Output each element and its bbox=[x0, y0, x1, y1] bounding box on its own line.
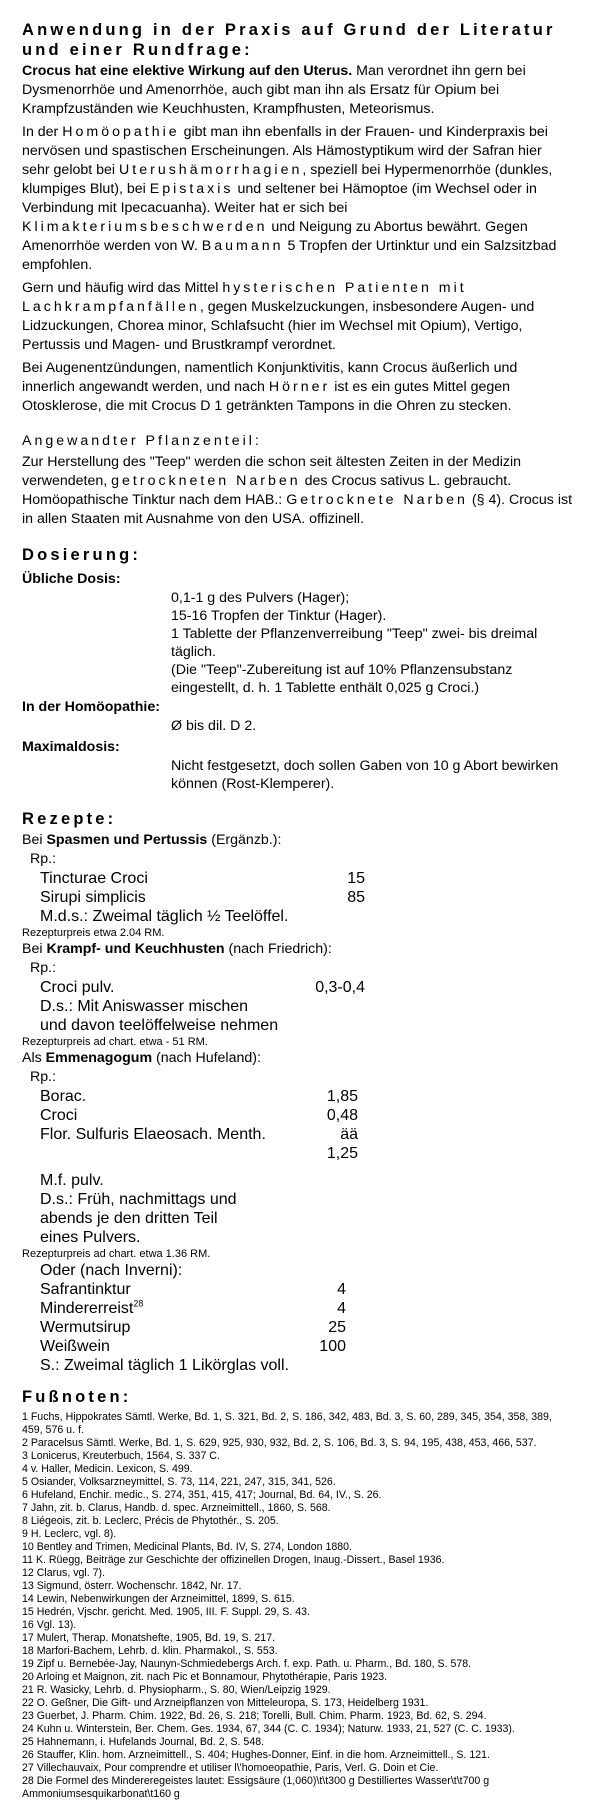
footnote-item: 13 Sigmund, österr. Wochenschr. 1842, Nr. 17. bbox=[22, 1580, 242, 1592]
footnote-item: 19 Zipf u. Bernebée-Jay, Naunyn-Schmiedebergs Arch. f. exp. Path. u. Pharm., Bd. 180, S. 578. bbox=[22, 1658, 472, 1670]
paragraph-hysterisch bbox=[22, 279, 573, 355]
recipe-title-emmenagogum bbox=[22, 1049, 573, 1068]
text-run: Bei bbox=[22, 832, 47, 848]
footnote-item: 21 R. Wasicky, Lehrb. d. Physiopharm., S. 80, Wien/Leipzig 1929. bbox=[22, 1684, 331, 1696]
dose-line: 0,1-1 g des Pulvers (Hager); bbox=[171, 590, 350, 606]
text-run: (§ 4). Crocus ist in allen Staaten mit Ausnahme von den USA. offizinell. bbox=[22, 492, 573, 527]
footnote-item: 5 Osiander, Volksarzneymittel, S. 73, 114, 221, 247, 315, 341, 526. bbox=[22, 1476, 336, 1488]
ingredient-name: Flor. Sulfuris Elaeosach. Menth. bbox=[40, 1126, 266, 1143]
recipe-price: Rezepturpreis etwa 2.04 RM. bbox=[22, 927, 165, 939]
footnote-item: 28 Die Formel des Mindereregeistes lautet: Essigsäure (1,060)\t\t300 g Destilliertes Wasser\t\t700 g Ammoniumsesquikarbonat\t160 g bbox=[22, 1775, 490, 1800]
footnote-ref[interactable]: 28 bbox=[133, 1298, 144, 1309]
footnote-item: 17 Mulert, Therap. Monatshefte, 1905, Bd. 19, S. 217. bbox=[22, 1632, 276, 1644]
footnote-item: 10 Bentley and Trimen, Medicinal Plants, Bd. IV, S. 274, London 1880. bbox=[22, 1541, 352, 1553]
ingredient-name bbox=[40, 1299, 143, 1318]
recipe-ingredient-row bbox=[40, 1299, 573, 1318]
footnote-item: 20 Arloing et Maignon, zit. nach Pic et Bonnamour, Phytothérapie, Paris 1923. bbox=[22, 1671, 388, 1683]
recipe-ingredient-row bbox=[40, 1106, 573, 1125]
label-homoeopathie: In der Homöopathie: bbox=[22, 699, 160, 715]
spaced-term: Getrocknete Narben bbox=[286, 492, 468, 508]
text-run: ist es ein gutes Mittel gegen Otosklerose, die mit Crocus D 1 getränkten Tampons in die Ohren zu stecken. bbox=[22, 379, 512, 414]
text-run: , gegen Muskelzuckungen, insbesondere Augen- und Lidzuckungen, Chorea minor, Schlafsucht (hier im Wechsel mit Opium), Vertigo, Pertussis und Magen- und Brustkrampf verordnet. bbox=[22, 299, 535, 353]
ingredient-amount: 85 bbox=[347, 889, 365, 906]
dose-line: 15-16 Tropfen der Tinktur (Hager). bbox=[171, 608, 387, 624]
footnote-item: 18 Marfori-Bachem, Lehrb. d. klin. Pharmakol., S. 553. bbox=[22, 1645, 278, 1657]
recipe-indication: Emmenagogum bbox=[45, 1050, 153, 1066]
text-run: des Crocus sativus L. gebraucht. Homöopathische Tinktur nach dem HAB.: bbox=[22, 473, 512, 508]
dose-homoeopathie: Ø bis dil. D 2. bbox=[171, 718, 257, 734]
spaced-term: Homöopathie bbox=[62, 124, 180, 140]
paragraph-augen bbox=[22, 359, 573, 416]
recipe-rp: Rp.: bbox=[30, 960, 57, 976]
footnote-item: 12 Clarus, vgl. 7). bbox=[22, 1567, 106, 1579]
section-heading-rezepte: Rezepte: bbox=[22, 810, 117, 828]
recipe-ingredient-row bbox=[40, 978, 573, 997]
recipe-rp: Rp.: bbox=[30, 1069, 57, 1085]
text-run: 5 Tropfen der Urtinktur und ein Salzsitzbad empfohlen. bbox=[22, 238, 557, 273]
footnote-item: 14 Lewin, Nebenwirkungen der Arzneimittel, 1899, S. 615. bbox=[22, 1593, 295, 1605]
ingredient-name: Safrantinktur bbox=[40, 1281, 131, 1298]
text-run: In der bbox=[22, 124, 63, 140]
recipe-price: Rezepturpreis ad chart. etwa 1.36 RM. bbox=[22, 1248, 211, 1260]
text-run: Gern und häufig wird das Mittel bbox=[22, 280, 223, 296]
recipe-signature: M.d.s.: Zweimal täglich ½ Teelöffel. bbox=[40, 908, 289, 925]
recipe-ingredient-row bbox=[40, 888, 573, 907]
text-run: gibt man ihn ebenfalls in der Frauen- und Kinderpraxis bei nervösen und spastischen Erscheinungen. Als Hämostyptikum wird der Safran hier sehr gelobt bei bbox=[22, 124, 548, 178]
text-run: , speziell bei Hypermenorrhöe (dunkles, klumpiges Blut), bei bbox=[22, 162, 553, 197]
footnote-list bbox=[22, 1411, 573, 1801]
ingredient-name: Borac. bbox=[40, 1088, 87, 1105]
recipe-ingredient-row bbox=[40, 1087, 573, 1106]
text-run: Bei bbox=[22, 941, 47, 957]
recipe-signature: S.: Zweimal täglich 1 Likörglas voll. bbox=[40, 1357, 289, 1374]
text-run: Bei Augenentzündungen, namentlich Konjunktivitis, kann Crocus äußerlich und innerlich angewandt werden, und nach bbox=[22, 360, 518, 395]
ingredient-name: Croci pulv. bbox=[40, 979, 115, 996]
ingredient-name: Croci bbox=[40, 1107, 78, 1124]
text-run: (nach Hufeland): bbox=[152, 1050, 261, 1066]
ingredient-amount: 15 bbox=[347, 870, 365, 887]
section-heading-pflanzenteil: Angewandter Pflanzenteil: bbox=[22, 433, 262, 449]
spaced-term: Baumann bbox=[201, 238, 284, 254]
footnote-item: 11 K. Rüegg, Beiträge zur Geschichte der offizinellen Drogen, Inaug.-Dissert., Basel 1936. bbox=[22, 1554, 445, 1566]
spaced-term: Klimakteriumsbeschwerden bbox=[22, 219, 268, 235]
ingredient-amount: 0,3-0,4 bbox=[315, 979, 365, 996]
signature-line: abends je den dritten Teil bbox=[40, 1210, 218, 1227]
ingredient-amount: 4 bbox=[337, 1300, 346, 1317]
recipe-ingredient-row bbox=[40, 1125, 573, 1144]
recipe-ingredient-row bbox=[40, 1280, 573, 1299]
footnote-item: 2 Paracelsus Sämtl. Werke, Bd. 1, S. 629, 925, 930, 932, Bd. 2, S. 106, Bd. 3, S. 94, 195, 438, 453, 466, 537. bbox=[22, 1437, 537, 1449]
label-maximaldosis: Maximaldosis: bbox=[22, 739, 120, 755]
footnote-item: 27 Villechauvaix, Pour comprendre et utiliser l\'homoeopathie, Paris, Verl. G. Doin et Cie. bbox=[22, 1762, 439, 1774]
recipe-indication: Krampf- und Keuchhusten bbox=[46, 941, 225, 957]
footnote-item: 16 Vgl. 13). bbox=[22, 1619, 77, 1631]
ingredient-amount: 1,25 bbox=[326, 1145, 358, 1162]
footnote-item: 24 Kuhn u. Winterstein, Ber. Chem. Ges. 1934, 67, 344 (C. C. 1934); Naturw. 1933, 21, 527 (C. C. 1933). bbox=[22, 1723, 515, 1735]
ingredient-name: Wermutsirup bbox=[40, 1319, 131, 1336]
text-run: (Ergänzb.): bbox=[207, 832, 282, 848]
ingredient-amount: 25 bbox=[328, 1319, 346, 1336]
recipe-ingredient-row bbox=[40, 1144, 573, 1163]
ingredient-amount: 4 bbox=[337, 1281, 346, 1298]
signature-line: eines Pulvers. bbox=[40, 1229, 141, 1246]
text-run: und seltener bei Hämoptoe (im Wechsel oder in Verbindung mit Ipecacuanha). Weiter hat er sich bei bbox=[22, 181, 537, 216]
footnote-item: 26 Stauffer, Klin. hom. Arzneimittell., S. 404; Hughes-Donner, Einf. in die hom. Arzneimittell., S. 121. bbox=[22, 1749, 490, 1761]
recipe-signature bbox=[40, 1190, 573, 1247]
ingredient-name: Tincturae Croci bbox=[40, 870, 148, 887]
dose-uebliche-lines bbox=[22, 589, 573, 697]
recipe-ingredient-row bbox=[40, 1318, 573, 1337]
ingredient-name-text: Mindererreist bbox=[40, 1300, 134, 1317]
section-heading-fussnoten: Fußnoten: bbox=[22, 1388, 132, 1406]
ingredient-name: Weißwein bbox=[40, 1338, 110, 1355]
recipe-ingredient-row bbox=[40, 869, 573, 888]
text-run: und Neigung zu Abortus bewährt. Gegen Amenorrhöe werden von W. bbox=[22, 219, 528, 254]
recipe-ingredient-row bbox=[40, 1337, 573, 1356]
signature-line: D.s.: Früh, nachmittags und bbox=[40, 1191, 237, 1208]
ingredient-amount: ää bbox=[340, 1126, 358, 1143]
spaced-term: Uterushämorrhagien bbox=[119, 162, 303, 178]
recipe-rp: Rp.: bbox=[30, 851, 57, 867]
paragraph-intro bbox=[22, 62, 573, 119]
intro-bold: Crocus hat eine elektive Wirkung auf den Uterus. bbox=[22, 63, 353, 79]
footnote-item: 1 Fuchs, Hippokrates Sämtl. Werke, Bd. 1, S. 321, Bd. 2, S. 186, 342, 483, Bd. 3, S. 60, 289, 345, 354, 358, 389, 459, 576 u. f. bbox=[22, 1411, 552, 1436]
text-run: (nach Friedrich): bbox=[224, 941, 332, 957]
text-run: Als bbox=[22, 1050, 46, 1066]
section-heading-dosierung: Dosierung: bbox=[22, 546, 142, 564]
footnote-item: 4 v. Haller, Medicin. Lexicon, S. 499. bbox=[22, 1463, 193, 1475]
recipe-signature bbox=[40, 997, 573, 1035]
spaced-term: getrockneten Narben bbox=[111, 473, 301, 489]
signature-line: und davon teelöffelweise nehmen bbox=[40, 1017, 279, 1034]
recipe-mf: M.f. pulv. bbox=[40, 1172, 104, 1189]
recipe-title-inverni: Oder (nach Inverni): bbox=[40, 1262, 183, 1279]
footnote-item: 25 Hahnemann, i. Hufelands Journal, Bd. 2, S. 548. bbox=[22, 1736, 265, 1748]
footnote-item: 23 Guerbet, J. Pharm. Chim. 1922, Bd. 26, S. 218; Torelli, Bull. Chim. Pharm. 1923, Bd. 62, S. 294. bbox=[22, 1710, 487, 1722]
spaced-term: hysterischen Patienten mit Lachkrampfanfällen bbox=[22, 280, 467, 315]
label-uebliche-dosis: Übliche Dosis: bbox=[22, 571, 121, 587]
footnote-item: 8 Liégeois, zit. b. Leclerc, Précis de Phytothér., S. 205. bbox=[22, 1515, 279, 1527]
footnote-item: 7 Jahn, zit. b. Clarus, Handb. d. spec. Arzneimittell., 1860, S. 568. bbox=[22, 1502, 331, 1514]
dose-line: 1 Tablette der Pflanzenverreibung "Teep" zwei- bis dreimal täglich. bbox=[171, 626, 538, 660]
ingredient-amount: 1,85 bbox=[326, 1088, 358, 1105]
paragraph-homoeopathie bbox=[22, 123, 573, 275]
spaced-term: Epistaxis bbox=[149, 181, 234, 197]
footnote-item: 3 Lonicerus, Kreuterbuch, 1564, S. 337 C. bbox=[22, 1450, 220, 1462]
dose-line: (Die "Teep"-Zubereitung ist auf 10% Pflanzensubstanz eingestellt, d. h. 1 Tablette enthält 0,025 g Croci.) bbox=[171, 662, 513, 696]
paragraph-pflanzenteil bbox=[22, 453, 573, 529]
signature-line: D.s.: Mit Aniswasser mischen bbox=[40, 998, 249, 1015]
intro-rest: Man verordnet ihn gern bei Dysmenorrhöe und Amenorrhöe, auch gibt man ihn als Ersatz für Opium bei Krampfzuständen wie Keuchhusten, Krampfhusten, Meteorismus. bbox=[22, 63, 526, 117]
recipe-price: Rezepturpreis ad chart. etwa - 51 RM. bbox=[22, 1036, 208, 1048]
section-heading-anwendung: Anwendung in der Praxis auf Grund der Literatur und einer Rundfrage: bbox=[22, 21, 556, 59]
footnote-item: 6 Hufeland, Enchir. medic., S. 274, 351, 415, 417; Journal, Bd. 64, IV., S. 26. bbox=[22, 1489, 382, 1501]
footnote-item: 15 Hedrén, Vjschr. gericht. Med. 1905, III. F. Suppl. 29, S. 43. bbox=[22, 1606, 310, 1618]
spaced-term: Hörner bbox=[268, 379, 331, 395]
ingredient-amount: 100 bbox=[319, 1338, 346, 1355]
recipe-title-keuchhusten bbox=[22, 940, 573, 959]
footnote-item: 9 H. Leclerc, vgl. 8). bbox=[22, 1528, 117, 1540]
ingredient-amount: 0,48 bbox=[326, 1107, 358, 1124]
recipe-indication: Spasmen und Pertussis bbox=[46, 832, 208, 848]
dose-maximal: Nicht festgesetzt, doch sollen Gaben von 10 g Abort bewirken können (Rost-Klemperer). bbox=[171, 758, 559, 792]
text-run: Zur Herstellung des "Teep" werden die schon seit ältesten Zeiten in der Medizin verwendeten, bbox=[22, 454, 522, 489]
footnote-item: 22 O. Geßner, Die Gift- und Arzneipflanzen von Mitteleuropa, S. 173, Heidelberg 1931. bbox=[22, 1697, 429, 1709]
ingredient-name: Sirupi simplicis bbox=[40, 889, 146, 906]
recipe-title-spasmen bbox=[22, 831, 573, 850]
